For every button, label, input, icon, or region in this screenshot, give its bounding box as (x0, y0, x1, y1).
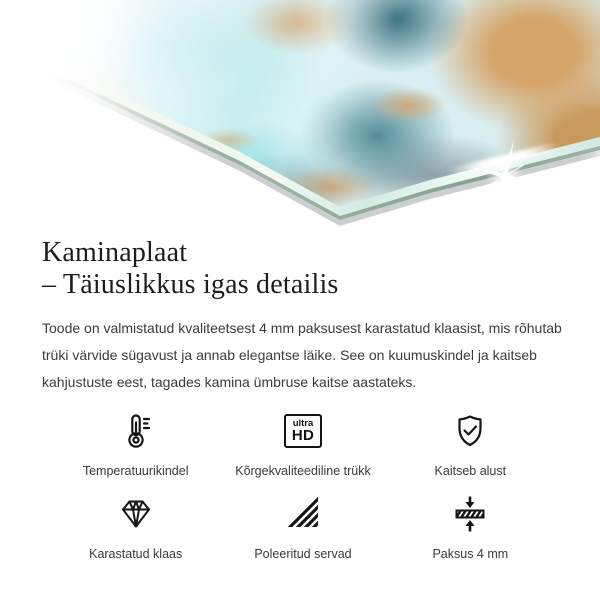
ultra-hd-icon (284, 410, 322, 452)
thermometer-icon (116, 410, 156, 452)
feature-label: Temperatuurikindel (82, 464, 189, 478)
product-info-section (0, 237, 600, 561)
page-title-line2: – Täiuslikkus igas detailis (42, 269, 339, 300)
feature-label: Karastatud klaas (89, 547, 183, 561)
feature-label: Poleeritud servad (254, 547, 352, 561)
page-title (42, 237, 564, 301)
feature-label: Paksus 4 mm (432, 547, 509, 561)
feature-label: Kõrgekvaliteediline trükk (235, 464, 371, 478)
feature-polished-edges (219, 493, 386, 561)
feature-protects-base (387, 410, 554, 478)
feature-temperature-resistant (52, 410, 219, 478)
product-photo-glass-fireplace-plate (0, 0, 600, 234)
feature-label: Kaitseb alust (434, 464, 507, 478)
ultra-hd-text-bottom: HD (291, 427, 315, 444)
feature-grid (42, 410, 564, 561)
thickness-arrows-icon (450, 493, 490, 535)
feature-tempered-glass (52, 493, 219, 561)
page-title-line1: Kaminaplaat (42, 237, 188, 268)
shield-check-icon (450, 410, 490, 452)
polished-edges-icon (283, 493, 323, 535)
diamond-icon (116, 493, 156, 535)
ultra-hd-text-top: ultra (292, 418, 314, 429)
product-description: Toode on valmistatud kvaliteetsest 4 mm paksusest karastatud klaasist, mis rõhutab trüki värvide sügavust ja annab elegantse läike. See on kuumuskindel ja kaitseb kahjustuste eest, tagades kamina ümbruse kaitse aastateks. (42, 320, 562, 390)
feature-ultra-hd-print (219, 410, 386, 478)
feature-thickness-4mm (387, 493, 554, 561)
